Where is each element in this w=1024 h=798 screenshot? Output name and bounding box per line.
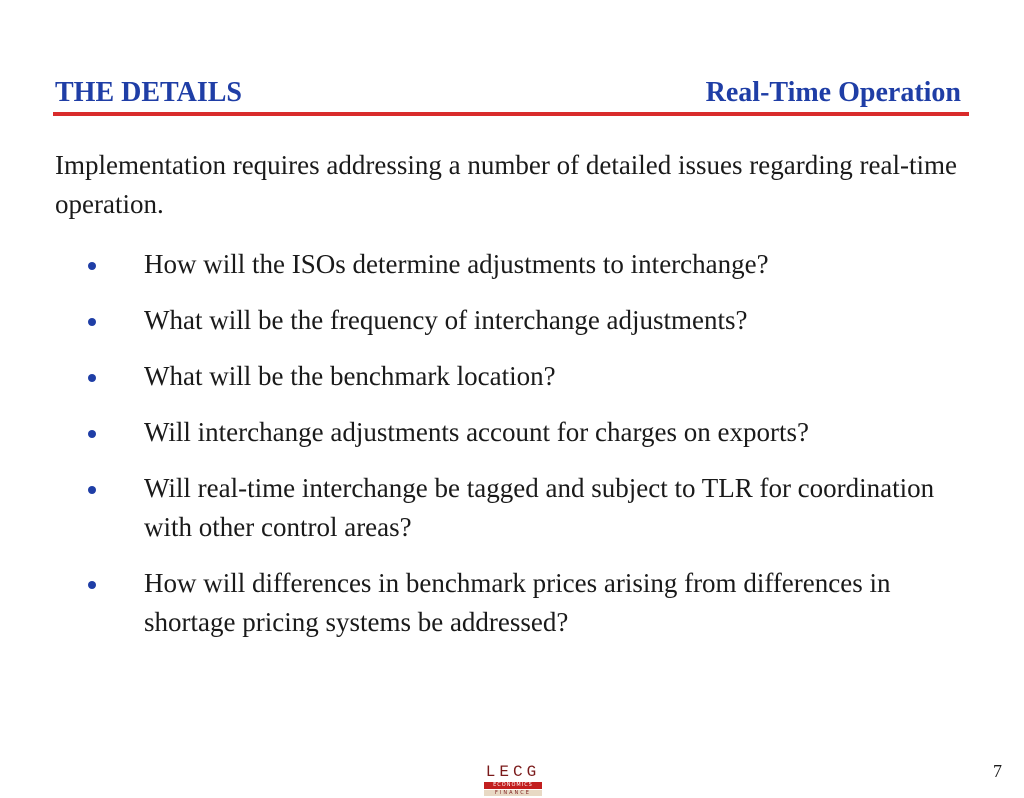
list-item (86, 301, 966, 340)
list-item (86, 245, 966, 284)
logo-name: LECG (485, 763, 541, 781)
bullet-text: Will interchange adjustments account for charges on exports? (144, 417, 809, 447)
bullet-list (86, 245, 966, 659)
bullet-text: Will real-time interchange be tagged and subject to TLR for coordination with other control areas? (144, 473, 935, 542)
logo-line-finance: FINANCE (484, 790, 542, 796)
section-title: THE DETAILS (55, 77, 242, 108)
slide-header (55, 74, 961, 112)
header-divider (53, 112, 969, 116)
bullet-text: How will differences in benchmark prices arising from differences in shortage pricing systems be addressed? (144, 568, 891, 637)
page-number: 7 (993, 761, 1002, 781)
bullet-icon (88, 374, 96, 382)
list-item (86, 413, 966, 452)
bullet-icon (88, 430, 96, 438)
list-item (86, 357, 966, 396)
topic-title: Real-Time Operation (705, 77, 961, 108)
bullet-text: What will be the frequency of interchange adjustments? (144, 305, 748, 335)
lecg-logo (484, 764, 542, 796)
bullet-icon (88, 581, 96, 589)
list-item (86, 564, 966, 642)
logo-line-economics: ECONOMICS (484, 782, 542, 789)
bullet-text: What will be the benchmark location? (144, 361, 556, 391)
bullet-icon (88, 262, 96, 270)
bullet-text: How will the ISOs determine adjustments to interchange? (144, 249, 769, 279)
list-item (86, 469, 966, 547)
bullet-icon (88, 318, 96, 326)
intro-paragraph: Implementation requires addressing a number of detailed issues regarding real-time operation. (55, 150, 957, 219)
bullet-icon (88, 486, 96, 494)
